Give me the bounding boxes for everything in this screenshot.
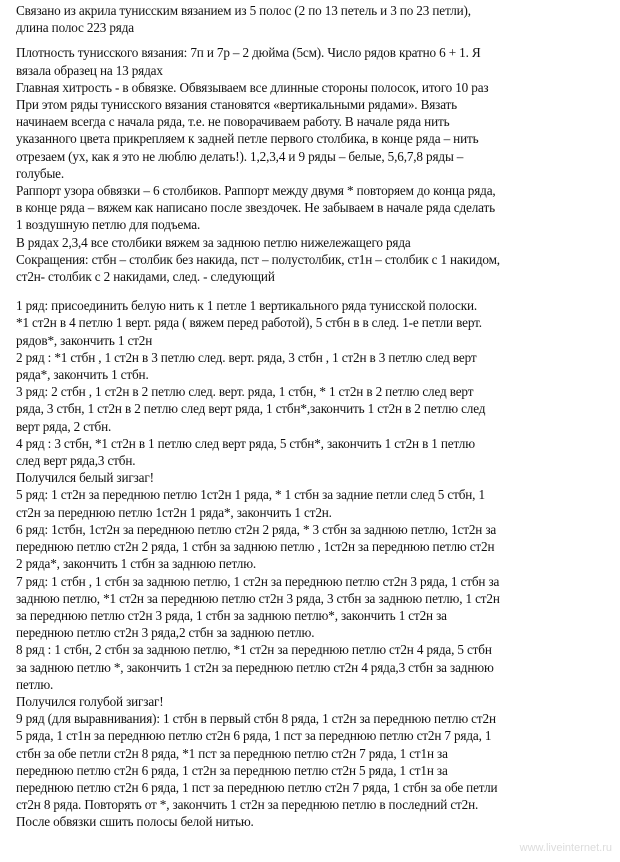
text-line: Получился голубой зигзаг!	[16, 693, 164, 709]
text-line: После обвязки сшить полосы белой нитью.	[16, 814, 254, 830]
text-line: ст2н 8 ряда. Повторять от *, закончить 1 ст2н за переднюю петлю в последний ст2н.	[16, 797, 479, 813]
watermark: www.liveinternet.ru	[519, 842, 612, 854]
text-line: 2 ряда*, закончить 1 стбн за заднюю петлю.	[16, 556, 257, 572]
text-line: 2 ряд : *1 стбн , 1 ст2н в 3 петлю след. верт. ряда, 3 стбн , 1 ст2н в 3 петлю след верт	[16, 349, 477, 365]
text-line: Главная хитрость - в обвязке. Обвязываем все длинные стороны полосок, итого 10 раз	[16, 79, 489, 95]
intro-paragraph	[16, 2, 620, 36]
text-line: 6 ряд: 1стбн, 1ст2н за переднюю петлю ст2н 2 ряда, * 3 стбн за заднюю петлю, 1ст2н за	[16, 521, 497, 537]
text-line: голубые.	[16, 165, 65, 181]
text-line: 5 ряд: 1 ст2н за переднюю петлю 1ст2н 1 ряда, * 1 стбн за задние петли след 5 стбн, 1	[16, 487, 485, 503]
text-line: длина полос 223 ряда	[16, 20, 134, 36]
text-line: верт ряда, 2 стбн.	[16, 418, 112, 434]
text-line: указанного цвета прикрепляем к задней петле первого столбика, в конце ряда – нить	[16, 131, 479, 147]
text-line: стбн за обе петли ст2н 8 ряда, *1 пст за переднюю петлю ст2н 7 ряда, 1 ст1н за	[16, 745, 448, 761]
text-line: 1 воздушную петлю для подъема.	[16, 217, 201, 233]
text-line: отрезаем (ух, как я это не люблю делать!). 1,2,3,4 и 9 ряды – белые, 5,6,7,8 ряды –	[16, 148, 464, 164]
text-line: рядов*, закончить 1 ст2н	[16, 332, 153, 348]
text-line: вязала образец на 13 рядах	[16, 62, 163, 78]
text-line: Сокращения: стбн – столбик без накида, пст – полустолбик, ст1н – столбик с 1 накидом,	[16, 251, 500, 267]
text-line: ст2н- столбик с 2 накидами, след. - следующий	[16, 269, 275, 285]
text-line: Получился белый зигзаг!	[16, 470, 154, 486]
text-line: Связано из акрила тунисским вязанием из 5 полос (2 по 13 петель и 3 по 23 петли),	[16, 3, 471, 18]
text-line: след верт ряда,3 стбн.	[16, 453, 136, 469]
text-line: переднюю петлю ст2н 6 ряда, 1 ст2н за переднюю петлю ст2н 5 ряда, 1 ст1н за	[16, 762, 448, 778]
text-line: При этом ряды тунисского вязания становятся «вертикальными рядами». Вязать	[16, 97, 458, 113]
text-line: *1 ст2н в 4 петлю 1 верт. ряда ( вяжем перед работой), 5 стбн в в след. 1-е петли верт.	[16, 315, 482, 331]
text-line: заднюю петлю, *1 ст2н за переднюю петлю ст2н 3 ряда, 3 стбн за заднюю петлю, 1 ст2н	[16, 590, 500, 606]
text-line: переднюю петлю ст2н 2 ряда, 1 стбн за заднюю петлю , 1ст2н за переднюю петлю ст2н	[16, 539, 495, 555]
text-line: петлю.	[16, 676, 54, 692]
text-line: Раппорт узора обвязки – 6 столбиков. Раппорт между двумя * повторяем до конца ряда,	[16, 183, 496, 199]
text-line: 5 ряда, 1 ст1н за переднюю петлю ст2н 6 ряда, 1 пст за переднюю петлю ст2н 7 ряда, 1	[16, 728, 492, 744]
text-line: переднюю петлю ст2н 6 ряда, 1 пст за переднюю петлю ст2н 7 ряда, 1 стбн за обе петли	[16, 779, 498, 795]
text-line: ряда, 3 стбн, 1 ст2н в 2 петлю след верт ряда, 1 стбн*,закончить 1 ст2н в 2 петлю след	[16, 401, 486, 417]
text-line: ст2н за переднюю петлю 1ст2н 1 ряда*, закончить 1 ст2н.	[16, 504, 332, 520]
text-line: за переднюю петлю ст2н 3 ряда, 1 стбн за заднюю петлю*, закончить 1 ст2н за	[16, 607, 447, 623]
text-line: переднюю петлю ст2н 3 ряда,2 стбн за заднюю петлю.	[16, 625, 315, 641]
text-line: начинаем всегда с начала ряда, т.е. не поворачиваем работу. В начале ряда нить	[16, 114, 450, 130]
rows-paragraph	[16, 297, 620, 830]
text-line: ряда*, закончить 1 стбн.	[16, 367, 149, 383]
text-line: Плотность тунисского вязания: 7п и 7р – 2 дюйма (5см). Число рядов кратно 6 + 1. Я	[16, 45, 481, 61]
text-line: В рядах 2,3,4 все столбики вяжем за заднюю петлю нижележащего ряда	[16, 234, 411, 250]
text-line: 1 ряд: присоединить белую нить к 1 петле 1 вертикального ряда тунисской полоски.	[16, 298, 478, 314]
text-line: 8 ряд : 1 стбн, 2 стбн за заднюю петлю, *1 ст2н за переднюю петлю ст2н 4 ряда, 5 стбн	[16, 642, 492, 658]
text-line: в конце ряда – вяжем как написано после звездочек. Не забываем в начале ряда сделать	[16, 200, 496, 216]
text-line: 3 ряд: 2 стбн , 1 ст2н в 2 петлю след. верт. ряда, 1 стбн, * 1 ст2н в 2 петлю след верт	[16, 384, 474, 400]
notes-paragraph	[16, 44, 620, 285]
text-line: 7 ряд: 1 стбн , 1 стбн за заднюю петлю, 1 ст2н за переднюю петлю ст2н 3 ряда, 1 стбн за	[16, 573, 500, 589]
text-line: за заднюю петлю *, закончить 1 ст2н за переднюю петлю ст2н 4 ряда,3 стбн за заднюю	[16, 659, 494, 675]
text-line: 4 ряд : 3 стбн, *1 ст2н в 1 петлю след верт ряда, 5 стбн*, закончить 1 ст2н в 1 петлю	[16, 435, 475, 451]
text-line: 9 ряд (для выравнивания): 1 стбн в первый стбн 8 ряда, 1 ст2н за переднюю петлю ст2н	[16, 711, 496, 727]
